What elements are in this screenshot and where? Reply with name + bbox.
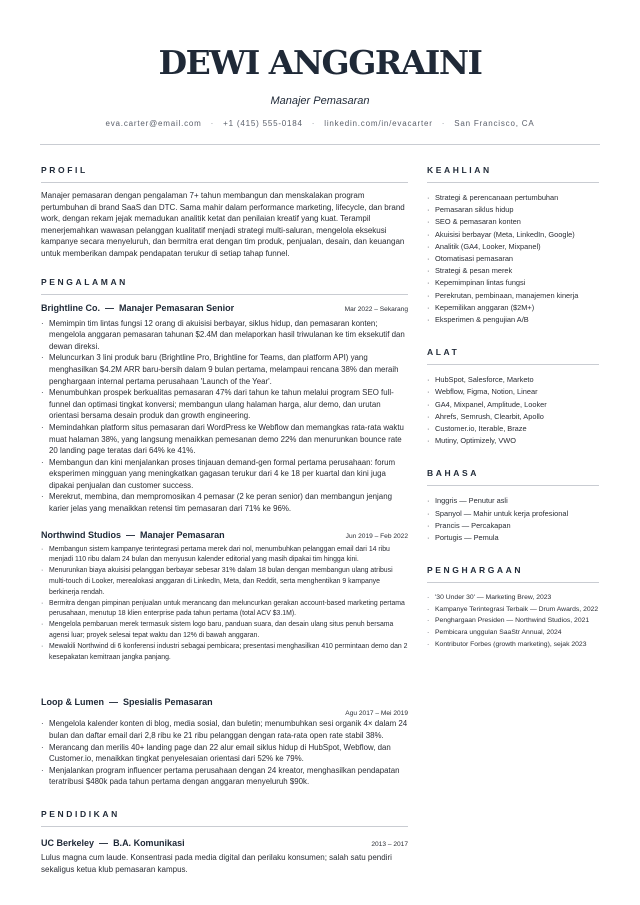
skill-item: · Eksperimen & pengujian A/B <box>427 314 599 326</box>
languages-section <box>427 467 599 544</box>
job-bullet: · Meluncurkan 3 lini produk baru (Brightline Pro, Brightline for Teams, dan platform API) yang menghasilkan $4.2M ARR baru-bersih dalam 9 bulan pertama, melampaui rencana 38% dan meraih penghargaan internal pertama perusahaan 'Launch of the Year'. <box>41 352 408 387</box>
job-dates: Mar 2022 – Sekarang <box>344 305 408 313</box>
section-divider <box>41 182 408 183</box>
job-bullet: · Mengelola kalender konten di blog, media sosial, dan buletin; menumbuhkan sesi organik 4× dalam 24 bulan dan daftar email dari 2,8 ribu ke 21 ribu pelanggan dengan rata-rata open rate stabil 38%. <box>41 718 408 741</box>
skill-item: · Akuisisi berbayar (Meta, LinkedIn, Google) <box>427 229 599 241</box>
section-divider <box>427 485 599 486</box>
section-title-tools: ALAT <box>427 347 460 358</box>
contact-separator: · <box>311 119 316 128</box>
job-dates: Jun 2019 – Feb 2022 <box>345 532 408 540</box>
skill-item: · Kepemilikan anggaran ($2M+) <box>427 302 599 314</box>
section-divider <box>427 582 599 583</box>
section-divider <box>41 294 408 295</box>
skill-item: · Perekrutan, pembinaan, manajemen kinerja <box>427 290 599 302</box>
job-company: Brightline Co. <box>41 302 100 313</box>
main-column <box>41 164 408 875</box>
award-item: · Penghargaan Presiden — Northwind Studios, 2021 <box>427 615 599 627</box>
job-header <box>41 303 408 313</box>
section-title-education: PENDIDIKAN <box>41 808 120 819</box>
education-title <box>41 838 185 848</box>
tool-item: · Ahrefs, Semrush, Clearbit, Apollo <box>427 411 599 423</box>
job-bullets <box>41 318 408 515</box>
job-entry <box>41 530 408 664</box>
award-item: · '30 Under 30' — Marketing Brew, 2023 <box>427 592 599 604</box>
job-position: Manajer Pemasaran <box>140 529 225 540</box>
job-position: Manajer Pemasaran Senior <box>119 302 235 313</box>
skill-item: · Otomatisasi pemasaran <box>427 253 599 265</box>
contact-line <box>0 119 640 128</box>
tool-item: · GA4, Mixpanel, Amplitude, Looker <box>427 399 599 411</box>
job-company: Northwind Studios <box>41 529 121 540</box>
job-bullet: · Bermitra dengan pimpinan penjualan untuk merancang dan meluncurkan gerakan account-based marketing pertama perusahaan, menutup 18 klien enterprise pada tahun pertama (total ACV $3.1M). <box>41 599 408 621</box>
award-item: · Kampanye Terintegrasi Terbaik — Drum Awards, 2022 <box>427 604 599 616</box>
award-item: · Kontributor Forbes (growth marketing), sejak 2023 <box>427 639 599 651</box>
profile-section <box>41 164 408 260</box>
tool-item: · Customer.io, Iterable, Braze <box>427 423 599 435</box>
tool-item: · Webflow, Figma, Notion, Linear <box>427 386 599 398</box>
job-title <box>41 530 225 540</box>
skills-section <box>427 164 599 326</box>
section-title-profile: PROFIL <box>41 165 88 175</box>
education-details: Lulus magna cum laude. Konsentrasi pada media digital dan perilaku konsumen; salah satu pendiri sekaligus ketua klub pemasaran kampus. <box>41 852 392 874</box>
contact-phone: +1 (415) 555-0184 <box>223 119 303 128</box>
contact-linkedin: linkedin.com/in/evacarter <box>324 119 433 128</box>
awards-section <box>427 564 599 650</box>
education-header <box>41 838 408 848</box>
job-bullet: · Menumbuhkan prospek berkualitas pemasaran 47% dari tahun ke tahun melalui program SEO full-funnel dan optimasi tingkat konversi; membangun ulang halaman harga, alur demo, dan urutan orientasi bersama desain produk dan growth engineering. <box>41 387 408 422</box>
contact-email: eva.carter@email.com <box>105 119 202 128</box>
award-item: · Pembicara unggulan SaaStr Annual, 2024 <box>427 627 599 639</box>
skill-item: · Kepemimpinan lintas fungsi <box>427 277 599 289</box>
job-company: Loop & Lumen <box>41 697 104 708</box>
header-divider <box>40 144 600 145</box>
language-item: · Inggris — Penutur asli <box>427 495 599 507</box>
education-school: UC Berkeley <box>41 837 95 848</box>
language-item: · Spanyol — Mahir untuk kerja profesional <box>427 508 599 520</box>
skill-item: · Strategi & pesan merek <box>427 265 599 277</box>
skill-item: · Strategi & perencanaan pertumbuhan <box>427 192 599 204</box>
education-dash: — <box>99 837 109 848</box>
section-divider <box>427 182 599 183</box>
job-bullet: · Memindahkan platform situs pemasaran dari WordPress ke Webflow dan memangkas rata-rata waktu muat halaman 38%, yang langsung menaikkan pemesanan demo 22% dan menurunkan bounce rate 20 landing page teratas dari 64% ke 41%. <box>41 422 408 457</box>
job-title <box>41 303 234 313</box>
contact-location: San Francisco, CA <box>454 119 535 128</box>
job-bullet: · Merancang dan merilis 40+ landing page dan 22 alur email siklus hidup di HubSpot, Webflow, dan Customer.io, menaikkan tingkat penyelesaian orientasi dari 52% ke 79%. <box>41 742 408 765</box>
education-section <box>41 808 408 875</box>
language-item: · Portugis — Pemula <box>427 532 599 544</box>
skill-item: · SEO & pemasaran konten <box>427 216 599 228</box>
section-title-awards: PENGHARGAAN <box>427 565 524 576</box>
languages-list <box>427 495 599 544</box>
job-bullets <box>41 718 408 788</box>
skill-item: · Pemasaran siklus hidup <box>427 204 599 216</box>
experience-section <box>41 276 408 788</box>
section-divider <box>427 364 599 365</box>
job-bullet: · Menurunkan biaya akuisisi pelanggan berbayar sebesar 31% dalam 18 bulan dengan membangun ulang atribusi multi-touch di Looker, merealokasi anggaran di LinkedIn, Meta, dan Reddit, serta menghentikan 9 kampanye berkinerja rendah. <box>41 566 408 598</box>
job-dash: — <box>126 529 136 540</box>
job-bullet: · Mewakili Northwind di 6 konferensi industri sebagai pembicara; presentasi menghasilkan 410 permintaan demo dan 2 kesepakatan kemitraan jangka panjang. <box>41 642 408 664</box>
awards-list <box>427 592 599 650</box>
job-bullet: · Memimpin tim lintas fungsi 12 orang di akuisisi berbayar, siklus hidup, dan pemasaran konten; mengelola anggaran pemasaran tahunan $2.4M dan melaporkan hasil triwulanan ke tim eksekutif dan dewan direksi. <box>41 318 408 353</box>
profile-summary: Manajer pemasaran dengan pengalaman 7+ tahun membangun dan menskalakan program pertumbuhan di brand SaaS dan DTC. Sama mahir dalam performance marketing, lifecycle, dan brand work, dengan rekam jejak memadukan analitik ketat dan penilaian kreatif yang kuat. Terampil menerjemahkan wawasan pelanggan kualitatif menjadi strategi multi-saluran, mengelola eksekusi kampanye secara menyeluruh, dan bermitra erat dengan tim produk, penjualan, desain, dan keuangan untuk memberikan dampak pendapatan terukur di setiap tahap funnel. <box>41 191 405 258</box>
job-entry <box>41 303 408 515</box>
job-bullet: · Membangun dan kini menjalankan proses tinjauan demand-gen formal pertama perusahaan: forum eksperimen mingguan yang meningkatkan gagasan terukur dari 4 ke 18 per kuartal dan kini juga dipakai penjualan dan customer success. <box>41 457 408 492</box>
language-item: · Prancis — Percakapan <box>427 520 599 532</box>
section-divider <box>41 826 408 827</box>
contact-separator: · <box>441 119 446 128</box>
skills-list <box>427 192 599 326</box>
job-bullet: · Merekrut, membina, dan mempromosikan 4 pemasar (2 ke peran senior) dan membangun jenjang karier jelas yang menaikkan retensi tim pemasaran dari 71% ke 96%. <box>41 491 408 514</box>
job-bullet: · Menjalankan program influencer pertama perusahaan dengan 24 kreator, menghasilkan pendapatan teratribusi $480k pada tahun pertama dengan anggaran menyeluruh $90k. <box>41 765 408 788</box>
job-bullet: · Mengelola pembaruan merek termasuk sistem logo baru, panduan suara, dan desain ulang situs penuh bersama agensi luar; proyek selesai tepat waktu dan 12% di bawah anggaran. <box>41 620 408 642</box>
tools-section <box>427 346 599 447</box>
section-title-skills: KEAHLIAN <box>427 165 492 175</box>
skill-item: · Analitik (GA4, Looker, Mixpanel) <box>427 241 599 253</box>
resume-role: Manajer Pemasaran <box>270 95 370 107</box>
section-title-experience: PENGALAMAN <box>41 276 128 287</box>
job-header <box>41 530 408 540</box>
tool-item: · HubSpot, Salesforce, Marketo <box>427 374 599 386</box>
job-position: Spesialis Pemasaran <box>123 697 213 708</box>
section-title-languages: BAHASA <box>427 468 479 479</box>
job-entry <box>41 697 408 788</box>
job-bullets <box>41 545 408 664</box>
resume-name: DEWI ANGGRAINI <box>158 43 482 82</box>
tool-item: · Mutiny, Optimizely, VWO <box>427 435 599 447</box>
sidebar-column <box>427 164 599 650</box>
contact-separator: · <box>210 119 215 128</box>
job-dash: — <box>109 697 119 708</box>
education-degree: B.A. Komunikasi <box>113 837 185 848</box>
job-dates: Agu 2017 – Mei 2019 <box>345 710 408 718</box>
job-bullet: · Membangun sistem kampanye terintegrasi pertama merek dari nol, menumbuhkan pelanggan email dari 14 ribu menjadi 110 ribu dalam 24 bulan dan menyusun kalender editorial yang masih dipakai tim hingga kini. <box>41 545 408 567</box>
education-dates: 2013 – 2017 <box>371 840 408 848</box>
job-title <box>41 697 408 707</box>
job-dash: — <box>105 302 115 313</box>
tools-list <box>427 374 599 447</box>
